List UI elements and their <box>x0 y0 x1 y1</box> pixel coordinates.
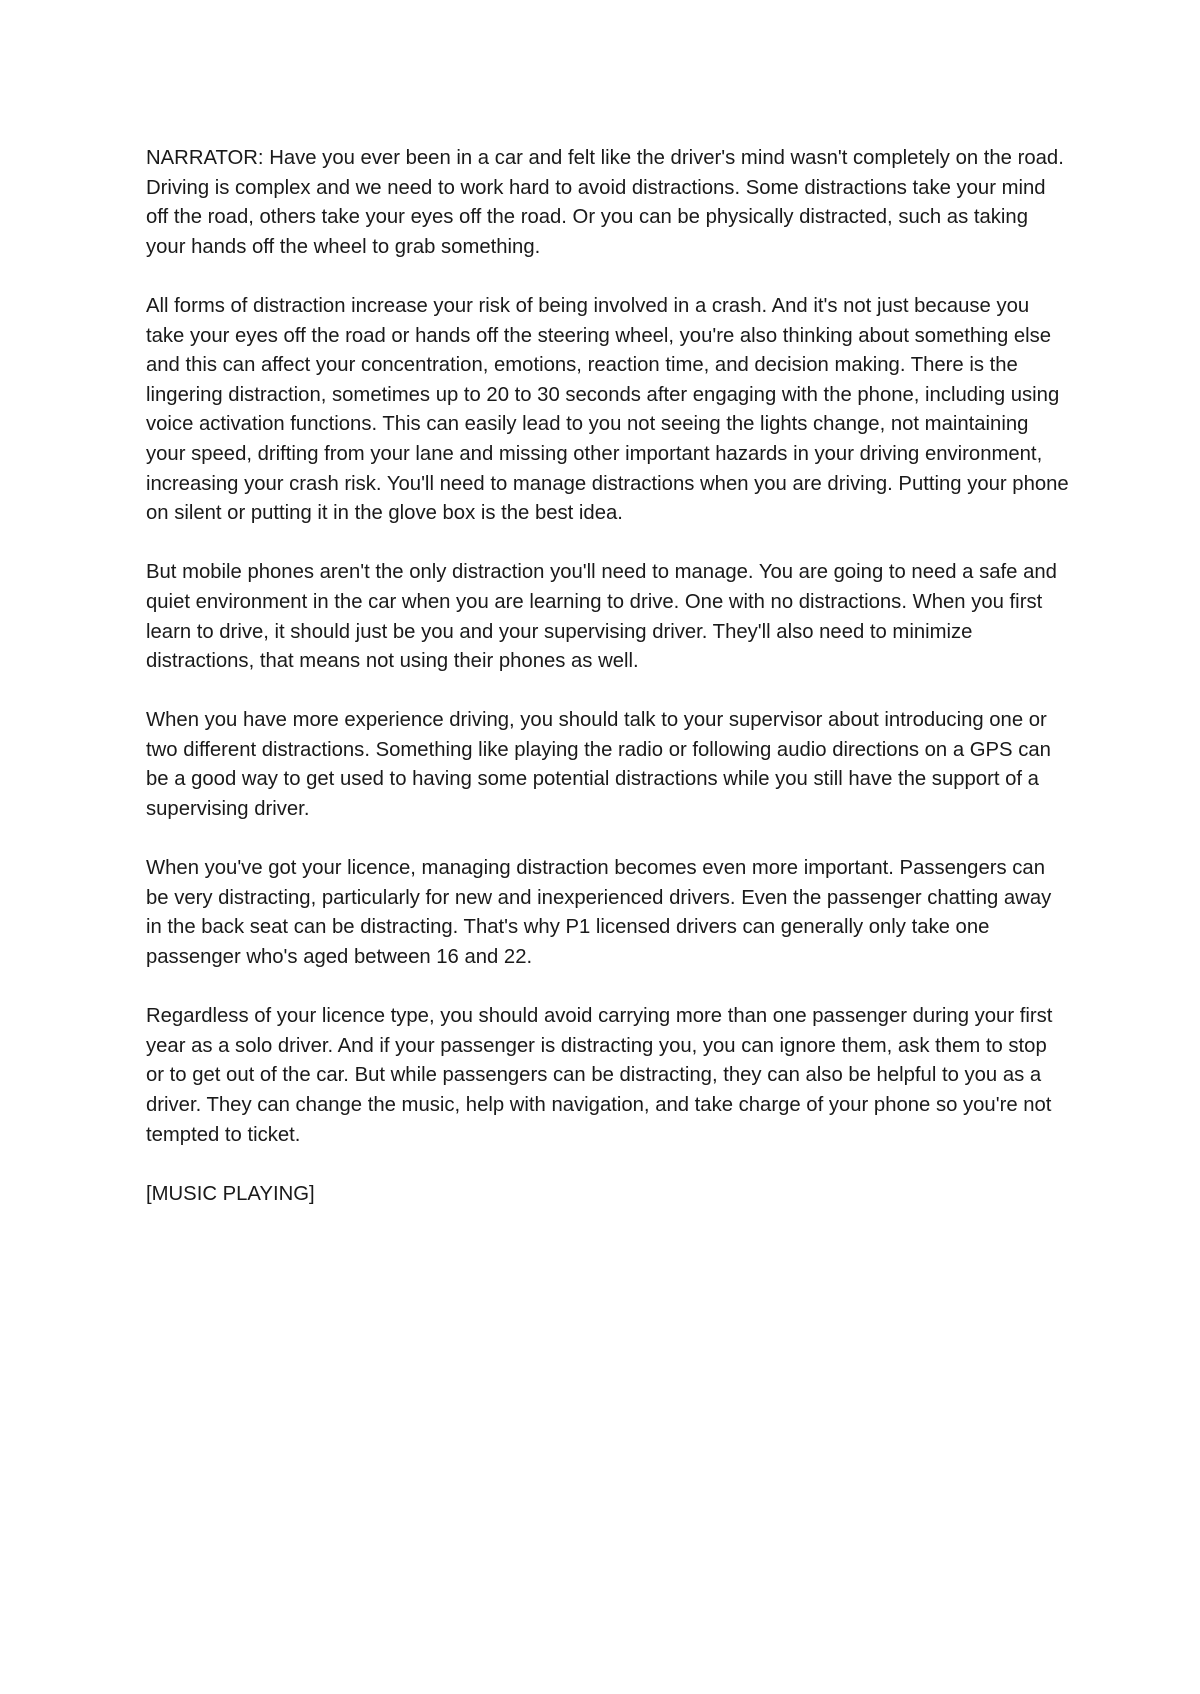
paragraph-passengers: Regardless of your licence type, you should avoid carrying more than one passenger during your first year as a solo driver. And if your passenger is distracting you, you can ignore them, ask them to stop or to get out of the car. But while passengers can be distracting, they can also be helpful to you as a driver. They can change the music, help with navigation, and take charge of your phone so you're not tempted to ticket. <box>146 1005 1053 1146</box>
paragraph-distraction-risk: All forms of distraction increase your risk of being involved in a crash. And it's not just because you take your eyes off the road or hands off the steering wheel, you're also thinking about something else and this can affect your concentration, emotions, reaction time, and decision making. There is the lingering distraction, sometimes up to 20 to 30 seconds after engaging with the phone, including using voice activation functions. This can easily lead to you not seeing the lights change, not maintaining your speed, drifting from your lane and missing other important hazards in your driving environment, increasing your crash risk. You'll need to manage distractions when you are driving. Putting your phone on silent or putting it in the glove box is the best idea. <box>146 294 1069 525</box>
paragraph-music-playing: [MUSIC PLAYING] <box>146 1182 315 1205</box>
paragraph-narrator-intro: NARRATOR: Have you ever been in a car and felt like the driver's mind wasn't completely on the road. Driving is complex and we need to work hard to avoid distractions. Some distractions take your mind off the road, others take your eyes off the road. Or you can be physically distracted, such as taking your hands off the wheel to grab something. <box>146 147 1064 258</box>
paragraph-mobile-phones: But mobile phones aren't the only distraction you'll need to manage. You are going to need a safe and quiet environment in the car when you are learning to drive. One with no distractions. When you first learn to drive, it should just be you and your supervising driver. They'll also need to minimize distractions, that means not using their phones as well. <box>146 561 1057 673</box>
transcript-body <box>146 144 1070 1239</box>
paragraph-licence: When you've got your licence, managing distraction becomes even more important. Passengers can be very distracting, particularly for new and inexperienced drivers. Even the passenger chatting away in the back seat can be distracting. That's why P1 licensed drivers can generally only take one passenger who's aged between 16 and 22. <box>146 857 1052 969</box>
paragraph-experience: When you have more experience driving, you should talk to your supervisor about introducing one or two different distractions. Something like playing the radio or following audio directions on a GPS can be a good way to get used to having some potential distractions while you still have the support of a supervising driver. <box>146 709 1051 821</box>
